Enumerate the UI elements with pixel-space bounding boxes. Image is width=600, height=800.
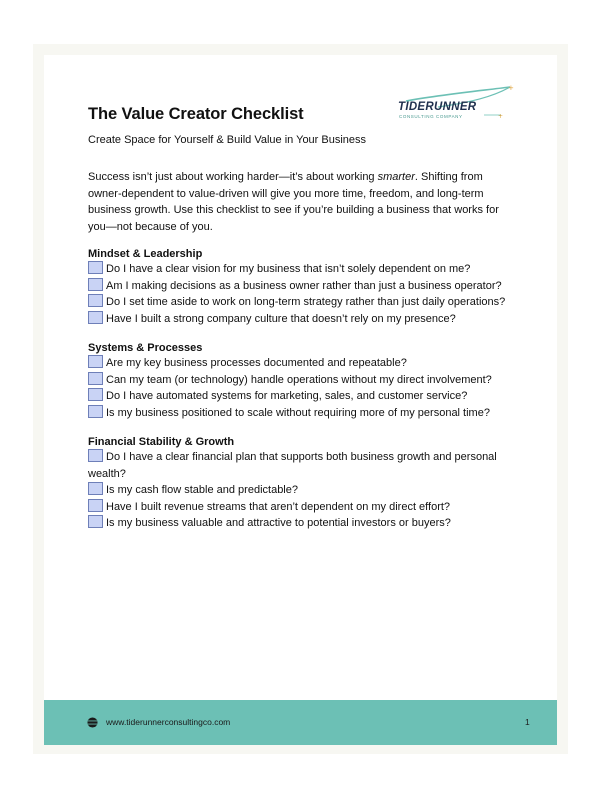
intro-emphasis: smarter	[377, 171, 415, 183]
section-title: Financial Stability & Growth	[88, 436, 235, 448]
checklist-item	[88, 261, 513, 278]
checklist-item	[88, 278, 513, 295]
section-financial-stability-growth	[88, 435, 513, 532]
checklist-item	[88, 388, 513, 405]
checklist-item-text: Do I have automated systems for marketing, sales, and customer service?	[106, 390, 468, 402]
section-title: Mindset & Leadership	[88, 248, 203, 260]
page-footer	[44, 700, 557, 745]
checklist	[88, 247, 513, 546]
section-systems-processes	[88, 341, 513, 421]
checklist-item	[88, 294, 513, 311]
checkbox[interactable]	[88, 405, 103, 418]
page-title: The Value Creator Checklist	[88, 105, 304, 123]
logo-tagline: CONSULTING COMPANY	[399, 114, 463, 119]
checklist-item-text: Do I have a clear financial plan that supports both business growth and personal wealth?	[88, 451, 497, 480]
svg-text:+: +	[498, 113, 504, 120]
checkbox[interactable]	[88, 261, 103, 274]
checkbox[interactable]	[88, 499, 103, 512]
checklist-item-text: Have I built revenue streams that aren’t dependent on my direct effort?	[106, 500, 451, 513]
checklist-item	[88, 515, 513, 532]
checklist-item-text: Is my business positioned to scale without requiring more of my personal time?	[106, 406, 490, 419]
checklist-item-text: Are my key business processes documented and repeatable?	[106, 357, 407, 369]
checklist-item	[88, 482, 513, 499]
checkbox[interactable]	[88, 372, 103, 385]
company-logo	[398, 85, 518, 125]
checklist-item-text: Do I set time aside to work on long-term strategy rather than just daily operations?	[106, 296, 506, 308]
checklist-item	[88, 499, 513, 516]
checkbox[interactable]	[88, 482, 103, 495]
checklist-item	[88, 372, 513, 389]
intro-text: Success isn’t just about working harder—it’s about working	[88, 171, 378, 183]
document-page	[44, 55, 557, 700]
section-title: Systems & Processes	[88, 342, 203, 354]
checklist-item-text: Have I built a strong company culture that doesn’t rely on my presence?	[106, 312, 456, 325]
intro-paragraph	[88, 169, 508, 235]
checklist-item-text: Can my team (or technology) handle operations without my direct involvement?	[106, 373, 492, 386]
checkbox[interactable]	[88, 449, 103, 462]
checklist-item	[88, 311, 513, 328]
svg-text:+: +	[508, 85, 514, 92]
checkbox[interactable]	[88, 294, 103, 307]
checklist-item-text: Do I have a clear vision for my business that isn’t solely dependent on me?	[106, 263, 471, 275]
globe-icon	[87, 717, 98, 728]
checkbox[interactable]	[88, 355, 103, 368]
logo-name: TIDERUNNER	[398, 101, 477, 113]
footer-website-link[interactable]: www.tiderunnerconsultingco.com	[106, 717, 231, 727]
section-mindset-leadership	[88, 247, 513, 327]
checkbox[interactable]	[88, 388, 103, 401]
page-number: 1	[525, 717, 530, 727]
checklist-item	[88, 449, 513, 482]
checklist-item-text: Is my cash flow stable and predictable?	[106, 484, 298, 496]
page-subtitle: Create Space for Yourself & Build Value in Your Business	[88, 134, 367, 146]
checklist-item	[88, 405, 513, 422]
intro-text-rest: . Shifting from owner-dependent to value-driven will give you more time, freedom, and long-term business growth. Use this checklist to see if you’re building a business that works for you—not because of you.	[88, 171, 499, 233]
checklist-item-text: Am I making decisions as a business owner rather than just a business operator?	[106, 279, 502, 292]
checkbox[interactable]	[88, 311, 103, 324]
checkbox[interactable]	[88, 515, 103, 528]
checklist-item-text: Is my business valuable and attractive to potential investors or buyers?	[106, 517, 451, 529]
checkbox[interactable]	[88, 278, 103, 291]
checklist-item	[88, 355, 513, 372]
